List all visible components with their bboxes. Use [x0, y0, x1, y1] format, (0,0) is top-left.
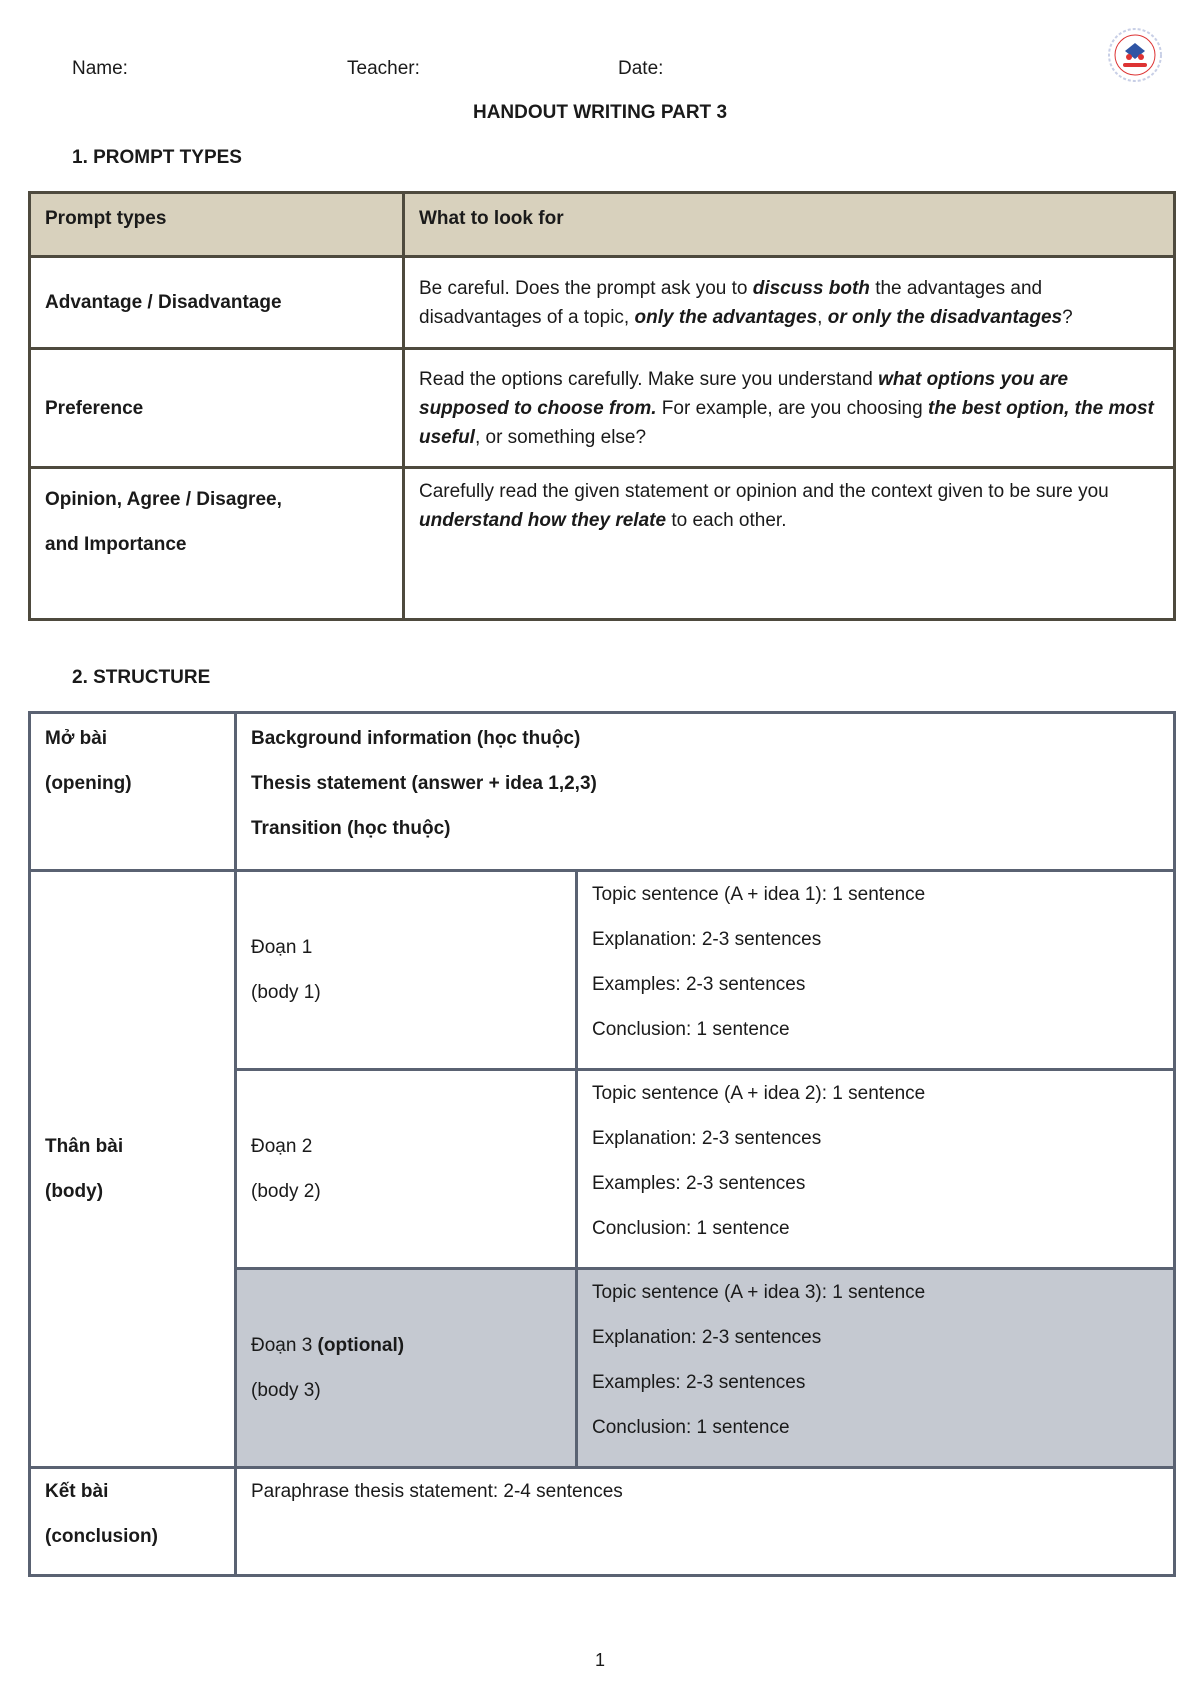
- body-text: Be careful. Does the prompt ask you to: [419, 277, 753, 299]
- paragraph-name: Đoạn 2: [251, 1136, 313, 1157]
- body-text: to each other.: [666, 510, 787, 531]
- conclusion-content-cell: [236, 1468, 1175, 1576]
- paragraph-sub: (body 2): [251, 1181, 321, 1202]
- paragraph-content-cell: [577, 1269, 1175, 1468]
- paragraph-sub: (body 1): [251, 982, 321, 1003]
- paragraph-name: Đoạn 1: [251, 937, 313, 958]
- opening-row: [30, 713, 1175, 871]
- conclusion-row: [30, 1468, 1175, 1576]
- page-title: HANDOUT WRITING PART 3: [472, 102, 728, 123]
- prompt-types-table: [28, 191, 1176, 621]
- paragraph-line: Explanation: 2-3 sentences: [592, 929, 822, 950]
- paragraph-line: Explanation: 2-3 sentences: [592, 1128, 822, 1149]
- teacher-label: Teacher:: [347, 58, 420, 79]
- prompt-description-cell: [404, 257, 1175, 349]
- paragraph-line: Explanation: 2-3 sentences: [592, 1327, 822, 1348]
- body-text: ?: [1062, 306, 1073, 328]
- body-text: For example, are you choosing: [656, 397, 928, 419]
- prompt-type-cell: Advantage / Disadvantage: [30, 257, 404, 349]
- opening-label: Mở bài: [45, 728, 108, 749]
- conclusion-label-cell: [30, 1468, 236, 1576]
- conclusion-sublabel: (conclusion): [45, 1526, 158, 1547]
- paragraph-label-cell: [236, 1269, 577, 1468]
- column-header: What to look for: [404, 193, 1175, 257]
- body-text: , or something else?: [474, 426, 647, 448]
- paragraph-line: Conclusion: 1 sentence: [592, 1218, 790, 1239]
- paragraph-line: Examples: 2-3 sentences: [592, 1372, 806, 1393]
- table-row: [30, 349, 1175, 468]
- paragraph-content-cell: [577, 871, 1175, 1070]
- prompt-description-cell: [404, 349, 1175, 468]
- table-row: [30, 257, 1175, 349]
- opening-line: Thesis statement (answer + idea 1,2,3): [251, 773, 597, 794]
- paragraph-label-cell: [236, 1070, 577, 1269]
- paragraph-name: [251, 1323, 561, 1368]
- prompt-type-cell: Preference: [30, 349, 404, 468]
- emphasis-text: understand how they relate: [419, 510, 667, 531]
- opening-label-cell: [30, 713, 236, 871]
- emphasis-text: only the advantages: [634, 306, 818, 328]
- body-text: ,: [817, 306, 828, 328]
- paragraph-line: Conclusion: 1 sentence: [592, 1417, 790, 1438]
- table-header-row: [30, 193, 1175, 257]
- emphasis-text: or only the disadvantages: [827, 306, 1063, 328]
- page-number: 1: [594, 1650, 605, 1670]
- paragraph-label-cell: [236, 871, 577, 1070]
- paragraph-name-text: Đoạn 3: [251, 1335, 318, 1356]
- body-text: the advantages and disadvantages of a topic,: [419, 277, 1043, 328]
- paragraph-line: Conclusion: 1 sentence: [592, 1019, 790, 1040]
- school-logo-icon: [1107, 27, 1163, 83]
- section-heading-prompt-types: 1. PROMPT TYPES: [72, 147, 242, 168]
- body-text: Read the options carefully. Make sure you understand: [419, 368, 879, 390]
- emphasis-text: the best option, the most useful: [419, 397, 1154, 448]
- name-label: Name:: [72, 58, 128, 79]
- conclusion-label: Kết bài: [45, 1481, 109, 1502]
- body-row: [30, 871, 1175, 1070]
- prompt-description-cell: [404, 468, 1175, 620]
- paragraph-line: Examples: 2-3 sentences: [592, 974, 806, 995]
- structure-table: [28, 711, 1176, 1577]
- date-label: Date:: [618, 58, 664, 79]
- body-sublabel: (body): [45, 1181, 104, 1202]
- emphasis-text: discuss both: [752, 277, 870, 299]
- column-header: Prompt types: [30, 193, 404, 257]
- body-label: Thân bài: [45, 1136, 124, 1157]
- opening-line: Transition (học thuộc): [251, 818, 451, 839]
- body-text: Carefully read the given statement or opinion and the context given to be sure you: [419, 481, 1109, 502]
- paragraph-line: Topic sentence (A + idea 2): 1 sentence: [592, 1083, 926, 1104]
- optional-tag: (optional): [317, 1335, 405, 1356]
- paragraph-sub: (body 3): [251, 1380, 321, 1401]
- prompt-type-line: Opinion, Agree / Disagree,: [45, 489, 282, 510]
- table-row: [30, 468, 1175, 620]
- emphasis-text: what options you are supposed to choose from.: [419, 368, 1069, 419]
- paragraph-line: Topic sentence (A + idea 1): 1 sentence: [592, 884, 926, 905]
- opening-line: Background information (học thuộc): [251, 728, 581, 749]
- paragraph-line: Examples: 2-3 sentences: [592, 1173, 806, 1194]
- paragraph-line: Topic sentence (A + idea 3): 1 sentence: [592, 1282, 926, 1303]
- opening-content-cell: [236, 713, 1175, 871]
- paragraph-content-cell: [577, 1070, 1175, 1269]
- conclusion-line: Paraphrase thesis statement: 2-4 sentences: [251, 1481, 623, 1502]
- opening-sublabel: (opening): [45, 773, 132, 794]
- prompt-type-cell: [30, 468, 404, 620]
- body-label-cell: [30, 871, 236, 1468]
- section-heading-structure: 2. STRUCTURE: [72, 667, 211, 688]
- prompt-type-line: and Importance: [45, 534, 187, 555]
